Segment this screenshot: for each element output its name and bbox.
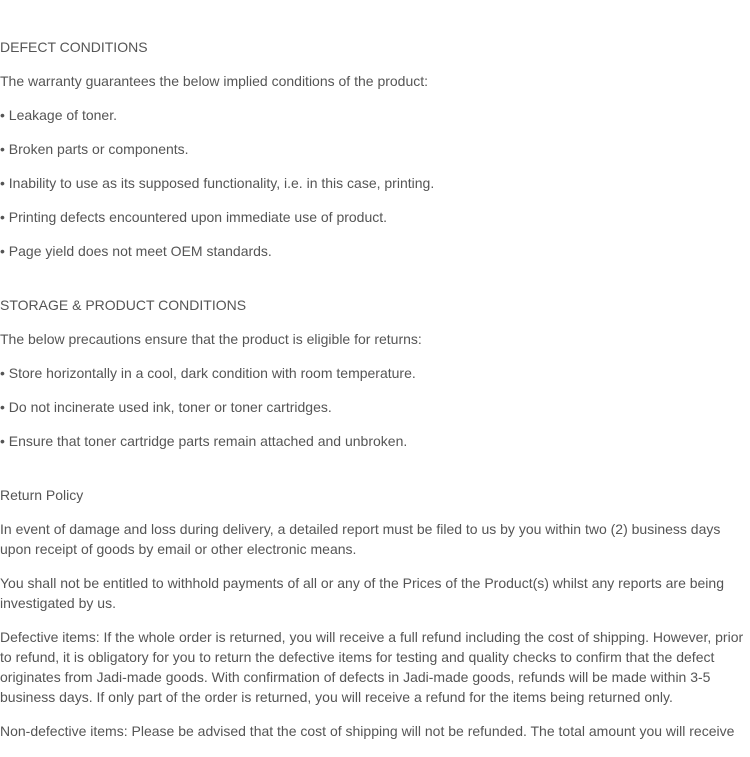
storage-conditions-heading: STORAGE & PRODUCT CONDITIONS <box>0 297 247 313</box>
defect-item: • Printing defects encountered upon immediate use of product. <box>0 209 388 225</box>
defect-item: • Inability to use as its supposed functionality, i.e. in this case, printing. <box>0 175 435 191</box>
return-policy-paragraph: You shall not be entitled to withhold payments of all or any of the Prices of the Product(s) whilst any reports are being investigated by us. <box>0 575 724 611</box>
defect-item: • Leakage of toner. <box>0 107 117 123</box>
return-policy-paragraph: In event of damage and loss during delivery, a detailed report must be filed to us by you within two (2) business days upon receipt of goods by email or other electronic means. <box>0 521 721 557</box>
defect-item: • Page yield does not meet OEM standards. <box>0 243 272 259</box>
storage-item: • Do not incinerate used ink, toner or toner cartridges. <box>0 399 332 415</box>
storage-conditions-intro: The below precautions ensure that the product is eligible for returns: <box>0 331 422 347</box>
defect-conditions-heading: DEFECT CONDITIONS <box>0 39 148 55</box>
return-policy-section <box>0 485 750 741</box>
defect-item: • Broken parts or components. <box>0 141 189 157</box>
return-policy-paragraph: Defective items: If the whole order is returned, you will receive a full refund including the cost of shipping. However, prior to refund, it is obligatory for you to return the defective items for testing and quality checks to confirm that the defect originates from Jadi-made goods. With confirmation of defects in Jadi-made goods, refunds will be made within 3-5 business days. If only part of the order is returned, you will receive a refund for the items being returned only. <box>0 629 744 705</box>
return-policy-paragraph: Non-defective items: Please be advised that the cost of shipping will not be refunded. The total amount you will receive <box>0 723 735 739</box>
storage-item: • Store horizontally in a cool, dark condition with room temperature. <box>0 365 416 381</box>
return-policy-heading: Return Policy <box>0 487 84 503</box>
storage-item: • Ensure that toner cartridge parts remain attached and unbroken. <box>0 433 408 449</box>
storage-conditions-section <box>0 295 750 451</box>
defect-conditions-intro: The warranty guarantees the below implied conditions of the product: <box>0 73 429 89</box>
defect-conditions-section <box>0 37 750 261</box>
